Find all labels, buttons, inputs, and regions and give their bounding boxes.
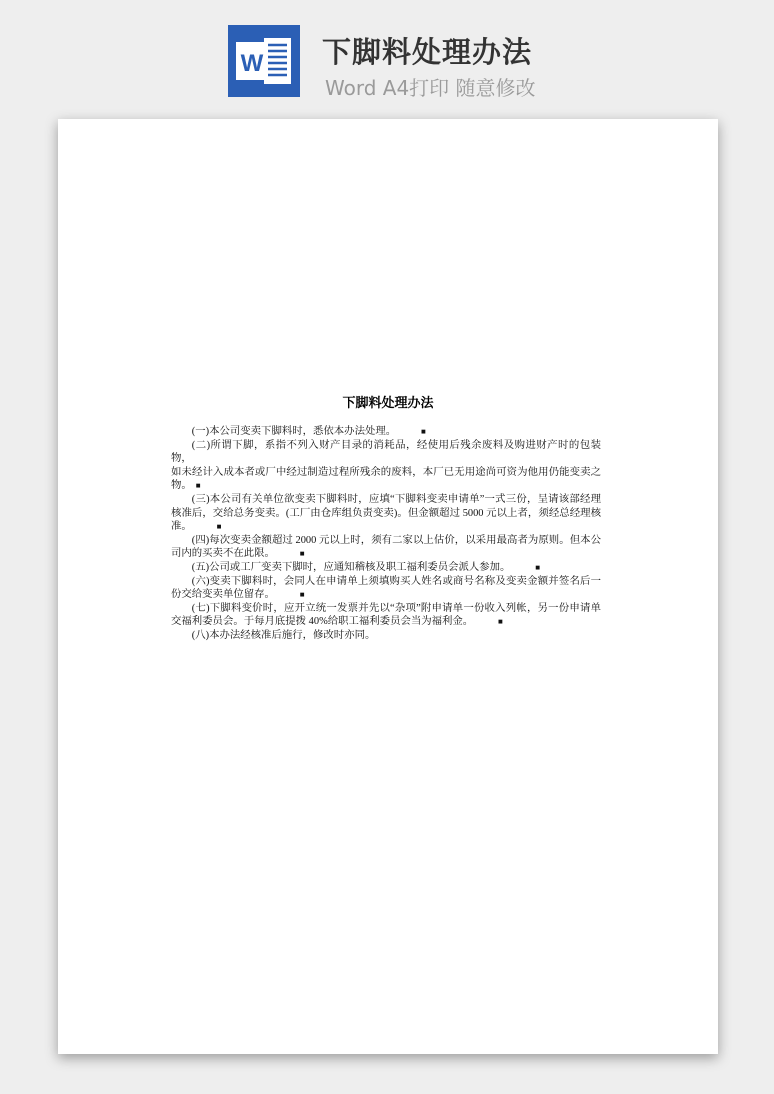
page-header [0,0,774,110]
paragraph-7: (六)变卖下脚料时，会同人在申请单上须填购买人姓名或商号名称及变卖金额并签名后一份交给变卖单位留存。 ■ [171,575,601,601]
end-mark: ■ [535,562,541,572]
paragraph-4: (三)本公司有关单位欲变卖下脚料时，应填“下脚料变卖申请单”一式三份，呈请该部经理核准后，交给总务变卖。(工厂由仓库组负责变卖)。但金额超过 5000 元以上者，须经总经理核准。 ■ [171,493,601,533]
header-subtitle: Word A4打印 随意修改 [325,76,536,100]
end-mark: ■ [498,617,503,627]
header-title: 下脚料处理办法 [322,35,533,69]
word-icon [228,25,300,97]
end-mark: ■ [299,590,305,600]
paragraph-5: (四)每次变卖金额超过 2000 元以上时，须有二家以上估价，以采用最高者为原则。但本公司内的买卖不在此限。 ■ [171,534,601,560]
paragraph-8: (七)下脚料变价时，应开立统一发票并先以“杂项”附申请单一份收入列帐，另一份申请单交福利委员会。于每月底提拨 40%给职工福利委员会当为福利金。 ■ [171,602,601,628]
paragraph-9: (八)本办法经核准后施行，修改时亦同。 [191,629,376,641]
paragraph-6: (五)公司或工厂变卖下脚时，应通知稽核及职工福利委员会派人参加。 ■ [191,561,541,573]
document-title: 下脚料处理办法 [342,396,434,411]
end-mark: ■ [216,522,222,532]
svg-text:W: W [240,50,264,77]
paragraph-3: 如未经计入成本者或厂中经过制造过程所残余的废料，本厂已无用途尚可资为他用仍能变卖之物。 ■ [171,466,601,492]
end-mark: ■ [195,481,201,491]
paragraph-2: (二)所谓下脚，系指不列入财产目录的消耗品，经使用后残余废料及购进财产时的包装物， [171,439,601,465]
end-mark: ■ [299,549,305,559]
document-body [171,425,601,643]
paragraph-1: (一)本公司变卖下脚料时，悉依本办法处理。 ■ [191,426,426,437]
document-page [58,119,718,1054]
end-mark: ■ [420,427,426,436]
